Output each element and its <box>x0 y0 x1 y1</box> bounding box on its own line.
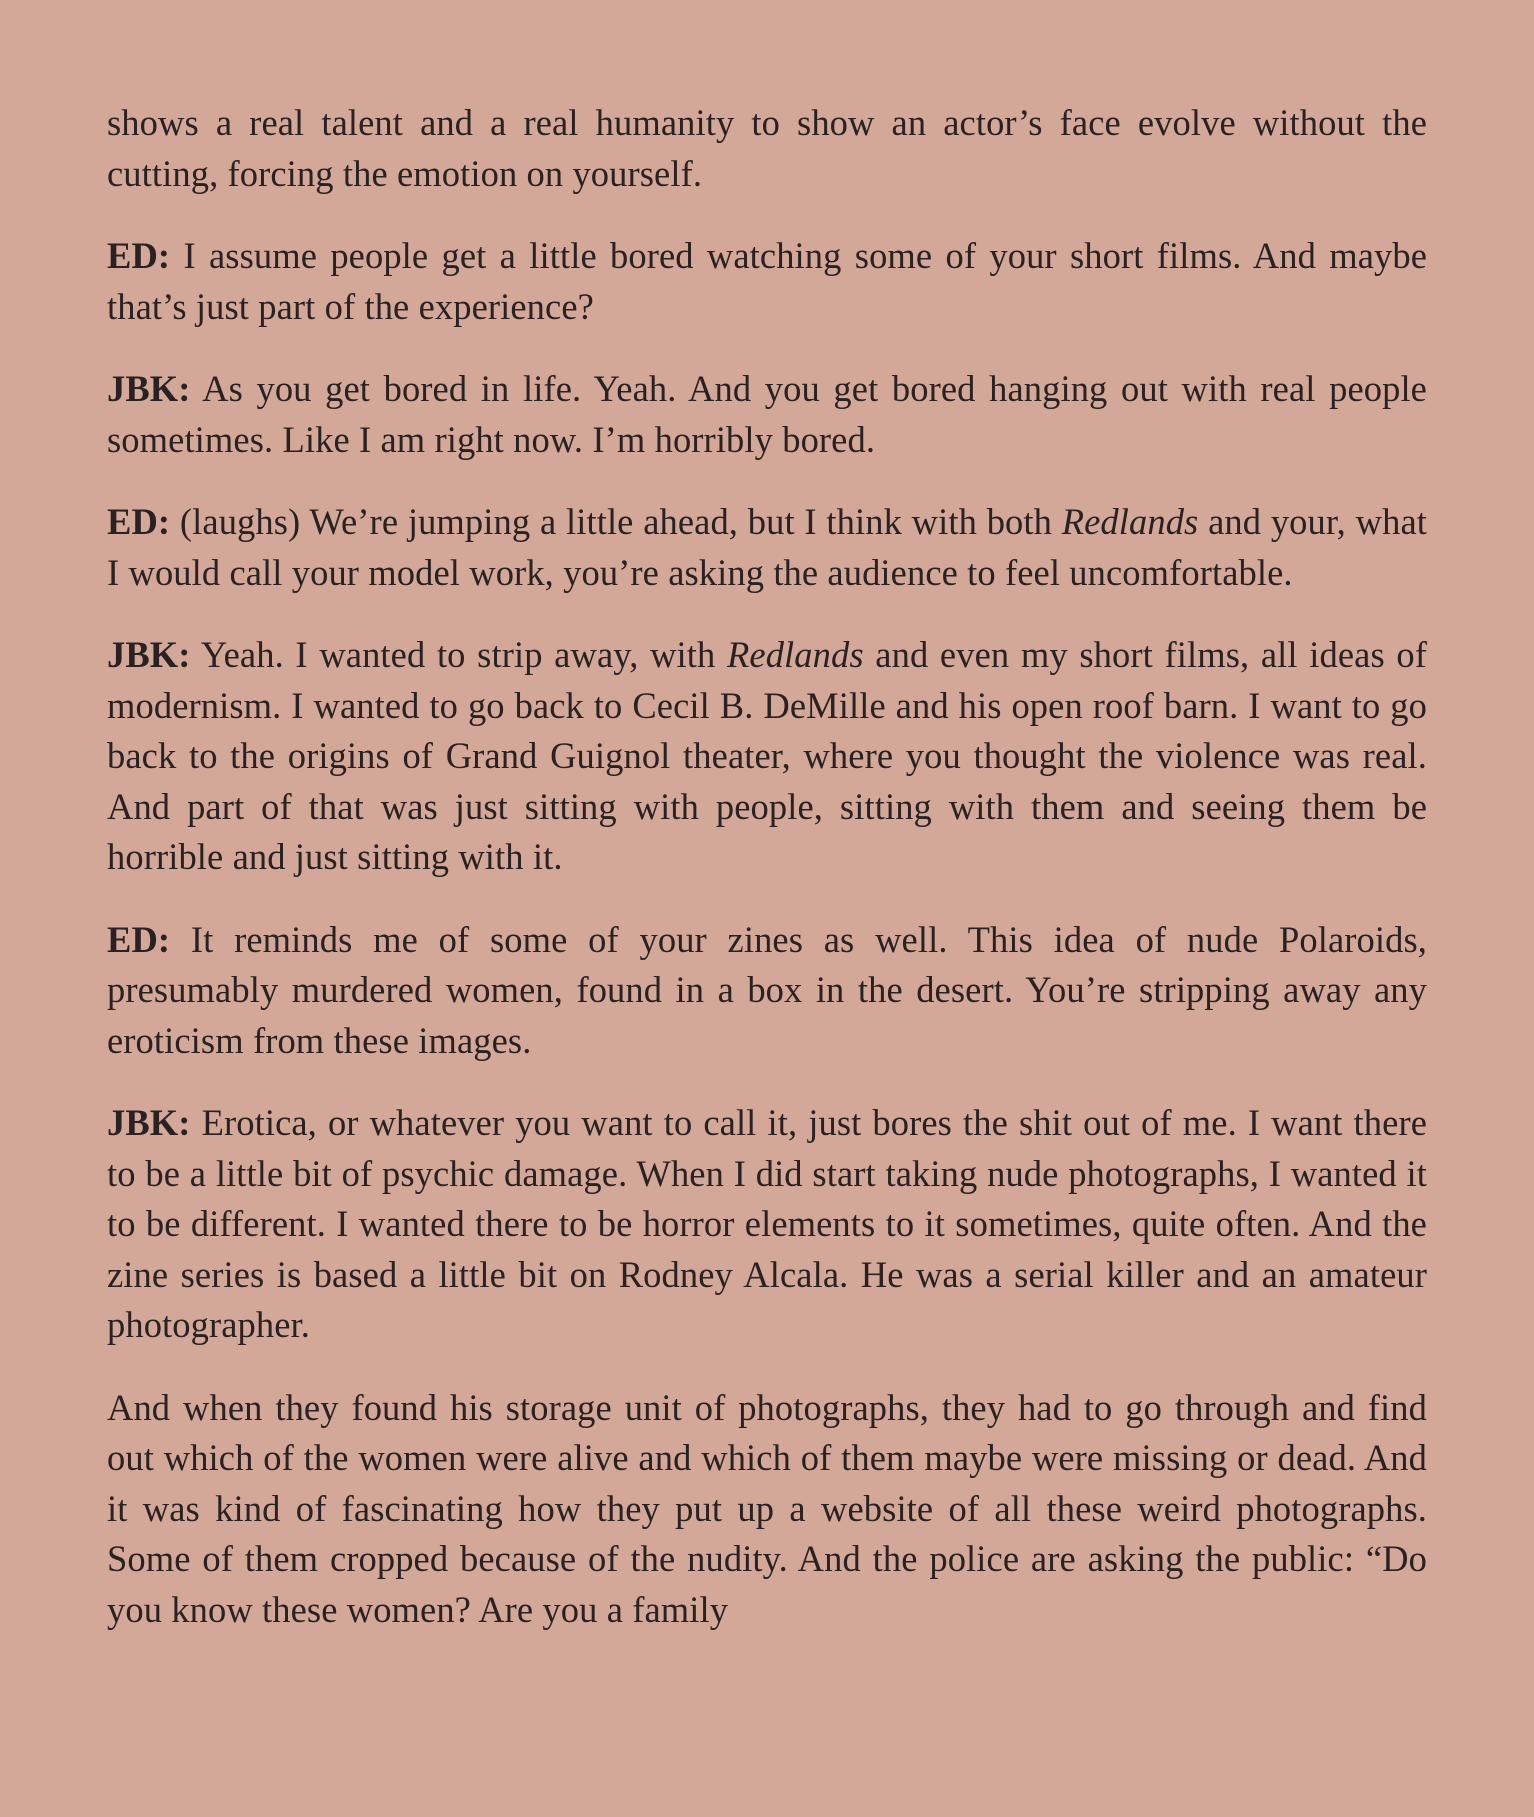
film-title: Redlands <box>1061 501 1199 542</box>
paragraph-text: As you get bored in life. Yeah. And you get bored hanging out with real people sometimes. Like I am right now. I’m horribly bored. <box>107 368 1427 460</box>
paragraph-7 <box>107 1098 1427 1351</box>
paragraph-4 <box>107 497 1427 598</box>
paragraph-text: I assume people get a little bored watching some of your short films. And maybe that’s just part of the experience? <box>107 235 1427 327</box>
speaker-label: ED: <box>107 501 171 542</box>
paragraph-text: It reminds me of some of your zines as well. This idea of nude Polaroids, presumably murdered women, found in a box in the desert. You’re stripping away any eroticism from these images. <box>107 918 1427 1061</box>
paragraph-8 <box>107 1383 1427 1636</box>
paragraph-text: and even my short films, all ideas of modernism. I wanted to go back to Cecil B. DeMille and his open roof barn. I want to go back to the origins of Grand Guignol theater, where you thought the violence was real. And part of that was just sitting with people, sitting with them and seeing them be horrible and just sitting with it. <box>107 634 1427 877</box>
speaker-label: JBK: <box>107 1102 191 1143</box>
paragraph-text: shows a real talent and a real humanity to show an actor’s face evolve without the cutting, forcing the emotion on yourself. <box>107 102 1427 194</box>
speaker-label: ED: <box>107 918 171 960</box>
paragraph-text: (laughs) We’re jumping a little ahead, but I think with both <box>170 501 1062 542</box>
paragraph-3 <box>107 364 1427 465</box>
text-column <box>107 98 1427 1667</box>
film-title: Redlands <box>727 634 864 675</box>
paragraph-text: Yeah. I wanted to strip away, with <box>190 634 728 675</box>
paragraph-text: Erotica, or whatever you want to call it, just bores the shit out of me. I want there to be a little bit of psychic damage. When I did start taking nude photographs, I wanted it to be different. I wanted there to be horror elements to it sometimes, quite often. And the zine series is based a little bit on Rodney Alcala. He was a serial killer and an amateur photographer. <box>107 1102 1427 1345</box>
speaker-label: ED: <box>107 235 171 276</box>
paragraph-6 <box>107 915 1427 1067</box>
paragraph-2 <box>107 231 1427 332</box>
speaker-label: JBK: <box>107 634 191 675</box>
paragraph-1 <box>107 98 1427 199</box>
paragraph-5 <box>107 630 1427 883</box>
speaker-label: JBK: <box>107 368 191 409</box>
paragraph-text: And when they found his storage unit of photographs, they had to go through and find out which of the women were alive and which of them maybe were missing or dead. And it was kind of fascinating how they put up a website of all these weird photographs. Some of them cropped because of the nudity. And the police are asking the public: “Do you know these women? Are you a family <box>107 1386 1427 1630</box>
paragraph-text: and your, what I would call your model work, you’re asking the audience to feel uncomfortable. <box>107 501 1427 593</box>
